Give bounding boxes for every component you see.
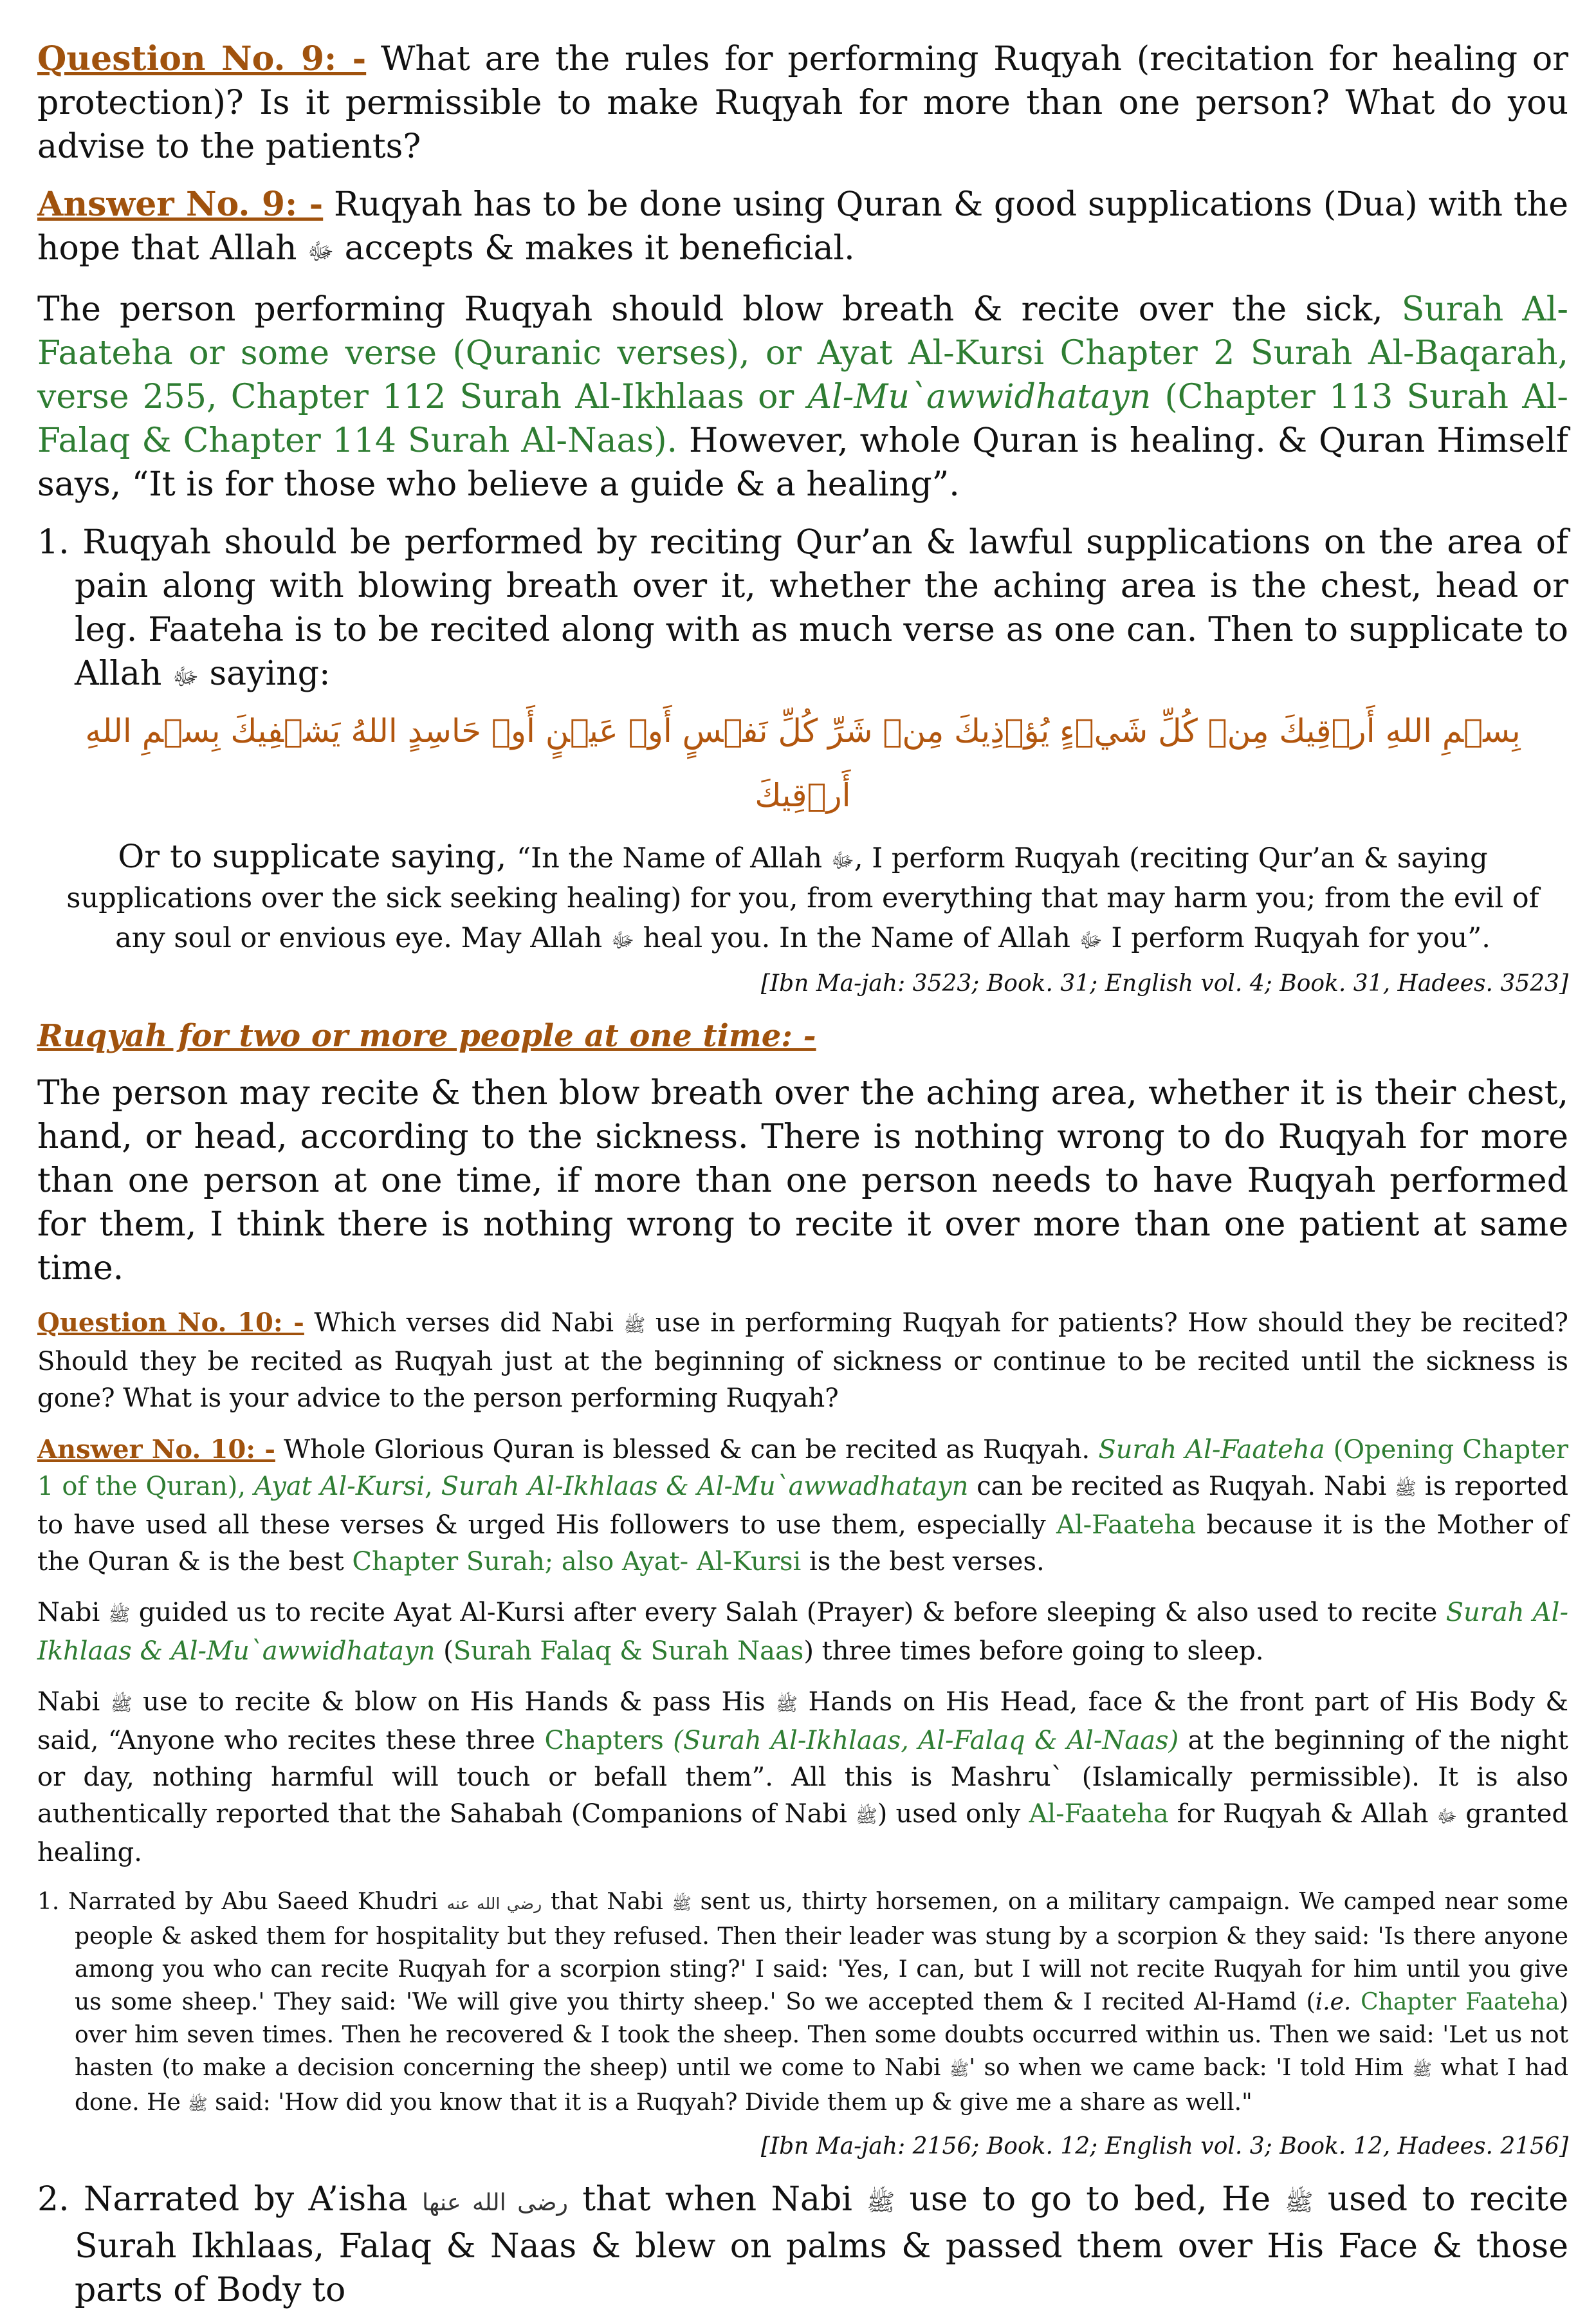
hadith-text: ' so when we came back: 'I told Him bbox=[969, 2055, 1413, 2081]
hadith-text: said: 'How did you know that it is a Ruqyah? Divide them up & give me a share as well." bbox=[207, 2089, 1252, 2116]
green-italic-reference: Al-Mu`awwidhatayn bbox=[807, 378, 1151, 416]
green-reference: Surah Al-Faateha or some verse (Quranic verses), or Ayat Al-Kursi Chapter 2 Surah Al-Baqarah, verse 255, Chapter 112 Surah Al-Ikhlaas or bbox=[37, 290, 1568, 416]
honorific-glyph: ﷺ bbox=[1395, 1478, 1417, 1499]
paragraph-text: at the beginning of the night or day, nothing harmful will touch or befall them”. All this is Mashru` (Islamically permissible). It is also authentically reported that the Sahabah (Companions of Nabi bbox=[37, 1726, 1569, 1829]
honorific-glyph: ﷻ bbox=[1079, 928, 1103, 952]
green-italic-reference: Surah Al-Ikhlaas & Al-Mu`awwidhatayn bbox=[37, 1598, 1568, 1666]
question-10-text: Which verses did Nabi bbox=[304, 1308, 624, 1338]
question-10-text: use in performing Ruqyah for patients? How should they be recited? Should they be recited as Ruqyah just at the beginning of sickness or continue to be recited until the sickness is gone? What is your advice to the person performing Ruqyah? bbox=[37, 1308, 1569, 1413]
hadith-text: use to go to bed, He bbox=[895, 2180, 1285, 2219]
hadith-text: ) over him seven times. Then he recovered & I took the sheep. Then some doubts occurred within us. Then we said: 'Let us not hasten (to make a decision concerning the sheep) until we come to Nabi bbox=[75, 1989, 1568, 2081]
green-reference: Chapter Faateha bbox=[1361, 1989, 1559, 2015]
paragraph-text: Nabi bbox=[37, 1598, 109, 1627]
hadith-abu-saeed bbox=[37, 1885, 1568, 2121]
green-reference: (Opening Chapter 1 of the Quran), bbox=[37, 1435, 1568, 1501]
honorific-glyph: ﷺ bbox=[1285, 2188, 1314, 2216]
green-reference: Al-Faateha bbox=[1056, 1510, 1197, 1540]
green-reference: Chapter Surah; also Ayat- Al-Kursi bbox=[352, 1547, 802, 1577]
reference-ibn-majah-2156: [Ibn Ma-jah: 2156; Book. 12; English vol. 3; Book. 12, Hadees. 2156] bbox=[760, 2133, 1568, 2159]
honorific-glyph: ﷺ bbox=[188, 2095, 208, 2114]
answer-9-text-end: accepts & makes it beneficial. bbox=[334, 229, 855, 268]
green-italic-reference: Ayat Al-Kursi bbox=[253, 1472, 425, 1501]
answer-10-text: can be recited as Ruqyah. Nabi bbox=[968, 1472, 1395, 1501]
item-text: saying: bbox=[198, 654, 331, 693]
answer-10-text: is the best verses. bbox=[801, 1547, 1045, 1577]
hadith-text bbox=[1351, 1989, 1361, 2015]
paragraph-text: guided us to recite Ayat Al-Kursi after every Salah (Prayer) & before sleeping & also used to recite bbox=[130, 1598, 1446, 1627]
question-10-label: Question No. 10: - bbox=[37, 1308, 304, 1338]
honorific-glyph: ﷺ bbox=[110, 1694, 133, 1715]
paragraph-two-or-more: The person may recite & then blow breath over the aching area, whether it is their chest, hand, or head, according to the sickness. There is nothing wrong to do Ruqyah for more than one person at one time, if more than one person needs to have Ruqyah performed for them, I think there is nothing wrong to recite it over more than one patient at same time. bbox=[37, 1074, 1568, 1288]
translation-lead: Or to supplicate saying, bbox=[118, 838, 517, 875]
numbered-item-1 bbox=[37, 521, 1568, 699]
paragraph-nabi-guided bbox=[37, 1595, 1568, 1670]
italic-text: i.e. bbox=[1315, 1989, 1352, 2015]
hadith-text: that Nabi bbox=[542, 1889, 672, 1915]
green-reference: Chapters bbox=[544, 1726, 674, 1755]
paragraph-nabi-recite-blow bbox=[37, 1684, 1568, 1871]
answer-10-text: because it is the Mother of the Quran & is the best bbox=[37, 1510, 1569, 1577]
honorific-glyph: ﷻ bbox=[1436, 1806, 1458, 1827]
green-italic-reference: (Surah Al-Ikhlaas, Al-Falaq & Al-Naas) bbox=[673, 1726, 1179, 1755]
question-9 bbox=[37, 37, 1568, 169]
hadith-text: 1. Narrated by Abu Saeed Khudri bbox=[37, 1889, 447, 1915]
question-10 bbox=[37, 1304, 1568, 1417]
hadith-text: what I had done. He bbox=[75, 2055, 1569, 2116]
honorific-glyph: ﷻ bbox=[830, 848, 854, 873]
question-9-label: Question No. 9: - bbox=[37, 39, 367, 79]
honorific-glyph: ﷺ bbox=[949, 2060, 969, 2079]
answer-9-text: Ruqyah has to be done using Quran & good supplications (Dua) with the hope that Allah bbox=[37, 185, 1568, 268]
paragraph-blow-breath bbox=[37, 288, 1568, 506]
green-italic-reference: Surah Al-Ikhlaas & Al-Mu`awwadhatayn bbox=[441, 1472, 969, 1501]
answer-10-text: Whole Glorious Quran is blessed & can be recited as Ruqyah. bbox=[275, 1435, 1099, 1465]
arabic-dua: بِسۡمِ اللهِ أَرۡقِيكَ مِنۡ كُلِّ شَيۡءٍ يُؤۡذِيكَ مِنۡ شَرِّ كُلِّ نَفۡسٍ أَوۡ عَيۡنٍ أَوۡ حَاسِدٍ اللهُ يَشۡفِيكَ بِسۡمِ اللهِ أَرۡقِيكَ bbox=[85, 712, 1521, 814]
honorific-glyph: رضي الله عنه bbox=[446, 1894, 542, 1913]
paragraph-text: ) used only bbox=[877, 1799, 1029, 1829]
paragraph-text: Nabi bbox=[37, 1687, 111, 1717]
honorific-glyph: ﷻ bbox=[610, 928, 634, 952]
answer-9-label: Answer No. 9: - bbox=[37, 185, 324, 224]
item-text: 1. Ruqyah should be performed by reciting Qur’an & lawful supplications on the area of pain along with blowing breath over it, whether the aching area is the chest, head or leg. Faateha is to be recited along with as much verse as one can. Then to supplicate to Allah bbox=[37, 523, 1568, 693]
paragraph-text: ( bbox=[435, 1636, 454, 1666]
honorific-glyph: ﷺ bbox=[855, 1806, 877, 1827]
reference-ibn-majah-3523: [Ibn Ma-jah: 3523; Book. 31; English vol. 4; Book. 31, Hadees. 3523] bbox=[760, 970, 1568, 997]
honorific-glyph: رضى الله عنها bbox=[422, 2188, 568, 2216]
hadith-text: that when Nabi bbox=[567, 2180, 867, 2219]
question-9-text: What are the rules for performing Ruqyah (recitation for healing or protection)? Is it permissible to make Ruqyah for more than one person? What do you advise to the patients? bbox=[37, 40, 1568, 166]
translation-text: , I perform Ruqyah (reciting Qur’an & saying supplications over the sick seeking healing) for you, from everything that may harm you; from the evil of any soul or envious eye. May Allah bbox=[66, 842, 1539, 954]
paragraph-text: ) three times before going to sleep. bbox=[803, 1636, 1264, 1666]
heading-two-or-more: Ruqyah for two or more people at one time: - bbox=[37, 1018, 816, 1054]
answer-10-text: is reported to have used all these verses & urged His followers to use them, especially bbox=[37, 1472, 1569, 1540]
paragraph-text: use to recite & blow on His Hands & pass His bbox=[132, 1687, 776, 1717]
green-italic-reference: Surah Al-Faateha bbox=[1098, 1435, 1325, 1465]
paragraph-text: for Ruqyah & Allah bbox=[1168, 1799, 1437, 1829]
translation-text: I perform Ruqyah for you”. bbox=[1102, 922, 1491, 954]
paragraph-text: The person performing Ruqyah should blow breath & recite over the sick, bbox=[37, 290, 1402, 329]
translation-text: heal you. In the Name of Allah bbox=[634, 922, 1079, 954]
translation-text: “In the Name of Allah bbox=[517, 842, 831, 874]
hadith-text: sent us, thirty horsemen, on a military campaign. We camped near some people & asked them for hospitality but they refused. Then their leader was stung by a scorpion & they said: 'Is there anyone among you who can recite Ruqyah for a scorpion sting?' I said: 'Yes, I can, but I will not recite Ruqyah for him until you give us some sheep.' They said: 'We will give you thirty sheep.' So we accepted them & I recited Al-Hamd ( bbox=[75, 1889, 1568, 2015]
honorific-glyph: ﷺ bbox=[867, 2188, 895, 2216]
paragraph-text: However, whole Quran is healing. & Quran Himself says, “It is for those who believe a guide & a healing”. bbox=[37, 421, 1568, 504]
honorific-glyph: ﷺ bbox=[1412, 2060, 1432, 2079]
dua-translation bbox=[37, 837, 1568, 958]
paragraph-text: granted healing. bbox=[37, 1799, 1568, 1867]
answer-9 bbox=[37, 183, 1568, 273]
green-reference: Al-Faateha bbox=[1029, 1799, 1169, 1829]
hadith-text: 2. Narrated by A’isha bbox=[37, 2180, 423, 2219]
answer-10 bbox=[37, 1431, 1568, 1580]
honorific-glyph: ﷺ bbox=[108, 1604, 131, 1625]
document-page bbox=[37, 37, 1568, 2312]
paragraph-text: Hands on His Head, face & the front part of His Body & said, “Anyone who recites these three bbox=[37, 1687, 1568, 1755]
honorific-glyph: ﷻ bbox=[172, 663, 199, 690]
green-reference: (Chapter 113 Surah Al-Falaq & Chapter 114 Surah Al-Naas). bbox=[37, 378, 1569, 460]
honorific-glyph: ﷺ bbox=[776, 1694, 798, 1715]
hadith-aisha bbox=[37, 2178, 1568, 2312]
answer-10-label: Answer No. 10: - bbox=[37, 1434, 275, 1465]
hadith-text: used to recite Surah Ikhlaas, Falaq & Naas & blew on palms & passed them over His Face & those parts of Body to bbox=[75, 2180, 1568, 2309]
honorific-glyph: ﷻ bbox=[307, 237, 335, 265]
green-reference: , bbox=[425, 1472, 441, 1501]
honorific-glyph: ﷺ bbox=[623, 1315, 646, 1336]
green-reference: Surah Falaq & Surah Naas bbox=[453, 1636, 804, 1666]
honorific-glyph: ﷺ bbox=[672, 1894, 692, 1913]
